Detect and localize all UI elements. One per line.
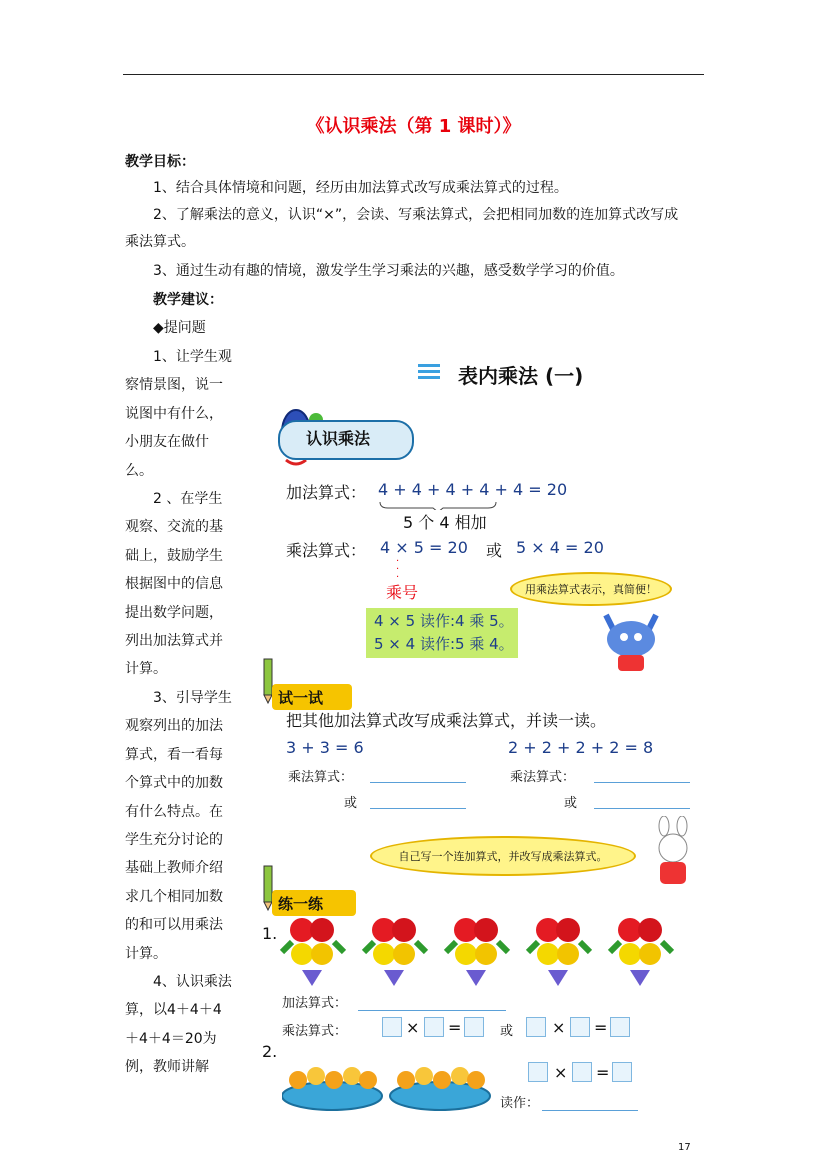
dots: · · · <box>396 556 400 583</box>
sidebar-notes <box>125 343 235 1082</box>
q1-or: 或 <box>500 1024 514 1039</box>
q1-mul-label: 乘法算式： <box>282 1024 348 1039</box>
q2-box-3[interactable] <box>612 1062 632 1082</box>
rabbit-icon <box>646 816 702 888</box>
bubble-1-text: 用乘法算式表示，真简便！ <box>525 583 657 596</box>
add-label: 加法算式： <box>286 483 367 502</box>
read-label: 读作： <box>500 1096 540 1111</box>
or-label: 或 <box>486 541 503 560</box>
q1-add-blank[interactable] <box>358 1010 506 1011</box>
add-expr: 4 + 4 + 4 + 4 + 4 = 20 <box>378 480 568 499</box>
speech-bubble-2 <box>370 836 636 876</box>
equals-3: = <box>596 1063 610 1082</box>
goals-heading: 教学目标： <box>125 154 195 170</box>
try-blank-4[interactable] <box>594 808 690 809</box>
header-rule <box>123 74 704 75</box>
textbook-page <box>258 350 710 1160</box>
try-label: 试一试 <box>278 689 324 707</box>
times-1: × <box>406 1018 420 1037</box>
q2-box-2[interactable] <box>572 1062 592 1082</box>
flower-bouquets <box>278 912 698 992</box>
mul-label: 乘法算式： <box>286 541 367 560</box>
q1-box-1[interactable] <box>382 1017 402 1037</box>
note-4: 4、认识乘法算，以4＋4＋4＋4＋4＝20为例，教师讲解 <box>125 973 232 1076</box>
try-or-2: 或 <box>564 796 578 811</box>
q1-box-2[interactable] <box>424 1017 444 1037</box>
try-blank-3[interactable] <box>370 808 466 809</box>
question-2: 2. <box>262 1042 278 1061</box>
bubble-2-text: 自己写一个连加算式，并改写成乘法算式。 <box>398 850 608 863</box>
question-1: 1. <box>262 924 278 943</box>
equals-1: = <box>448 1018 462 1037</box>
note-3: 3、引导学生观察列出的加法算式，看一看每个算式中的加数有什么特点。在学生充分讨论的基础上教师介绍求几个相同加数的和可以用乘法计算。 <box>125 689 232 962</box>
note-2: 2 、在学生观察、交流的基础上，鼓励学生根据图中的信息提出数学问题，列出加法算式并计算。 <box>125 491 223 678</box>
kitten-baskets <box>282 1050 502 1116</box>
try-blank-1[interactable] <box>370 782 466 783</box>
equals-2: = <box>594 1018 608 1037</box>
try-mul-label-1: 乘法算式： <box>288 770 354 785</box>
chapter-number-icon <box>418 364 440 378</box>
read-1: 4 × 5 读作:4 乘 5。 <box>374 612 514 630</box>
cat-icon <box>598 605 664 675</box>
page-title: 《认识乘法（第 1 课时）》 <box>306 116 521 137</box>
goal-1: 1、结合具体情境和问题，经历由加法算式改写成乘法算式的过程。 <box>153 180 568 196</box>
q1-box-3[interactable] <box>464 1017 484 1037</box>
try-instruction: 把其他加法算式改写成乘法算式，并读一读。 <box>286 711 607 730</box>
section-label: 认识乘法 <box>306 429 371 448</box>
brace-icon <box>378 500 498 510</box>
read-2: 5 × 4 读作:5 乘 4。 <box>374 635 514 653</box>
try-expr-1: 3 + 3 = 6 <box>286 738 364 757</box>
sign-label: 乘号 <box>386 583 419 602</box>
goal-3: 3、通过生动有趣的情境，激发学生学习乘法的兴趣，感受数学学习的价值。 <box>153 263 624 279</box>
practice-label: 练一练 <box>278 895 324 913</box>
q1-box-6[interactable] <box>610 1017 630 1037</box>
q2-box-1[interactable] <box>528 1062 548 1082</box>
try-or-1: 或 <box>344 796 358 811</box>
suggest-heading: 教学建议： <box>153 292 223 308</box>
chapter-title: 表内乘法 (一) <box>458 364 584 388</box>
note-1: 1、让学生观察情景图，说一说图中有什么，小朋友在做什么。 <box>125 349 232 479</box>
times-2: × <box>552 1018 566 1037</box>
page-number: 17 <box>678 1142 691 1153</box>
try-expr-2: 2 + 2 + 2 + 2 = 8 <box>508 738 654 757</box>
try-blank-2[interactable] <box>594 782 690 783</box>
read-blank[interactable] <box>542 1110 638 1111</box>
q1-box-4[interactable] <box>526 1017 546 1037</box>
add-note: 5 个 4 相加 <box>403 513 487 532</box>
try-mul-label-2: 乘法算式： <box>510 770 576 785</box>
mul-expr-2: 5 × 4 = 20 <box>516 538 604 557</box>
speech-bubble-1 <box>510 572 672 606</box>
times-3: × <box>554 1063 568 1082</box>
q1-box-5[interactable] <box>570 1017 590 1037</box>
suggest-sub: ◆提问题 <box>153 320 206 336</box>
goal-2a: 2、了解乘法的意义，认识“×”，会读、写乘法算式，会把相同加数的连加算式改写成 <box>153 207 679 223</box>
q1-add-label: 加法算式： <box>282 996 348 1011</box>
mul-expr-1: 4 × 5 = 20 <box>380 538 468 557</box>
goal-2b: 乘法算式。 <box>125 234 195 250</box>
